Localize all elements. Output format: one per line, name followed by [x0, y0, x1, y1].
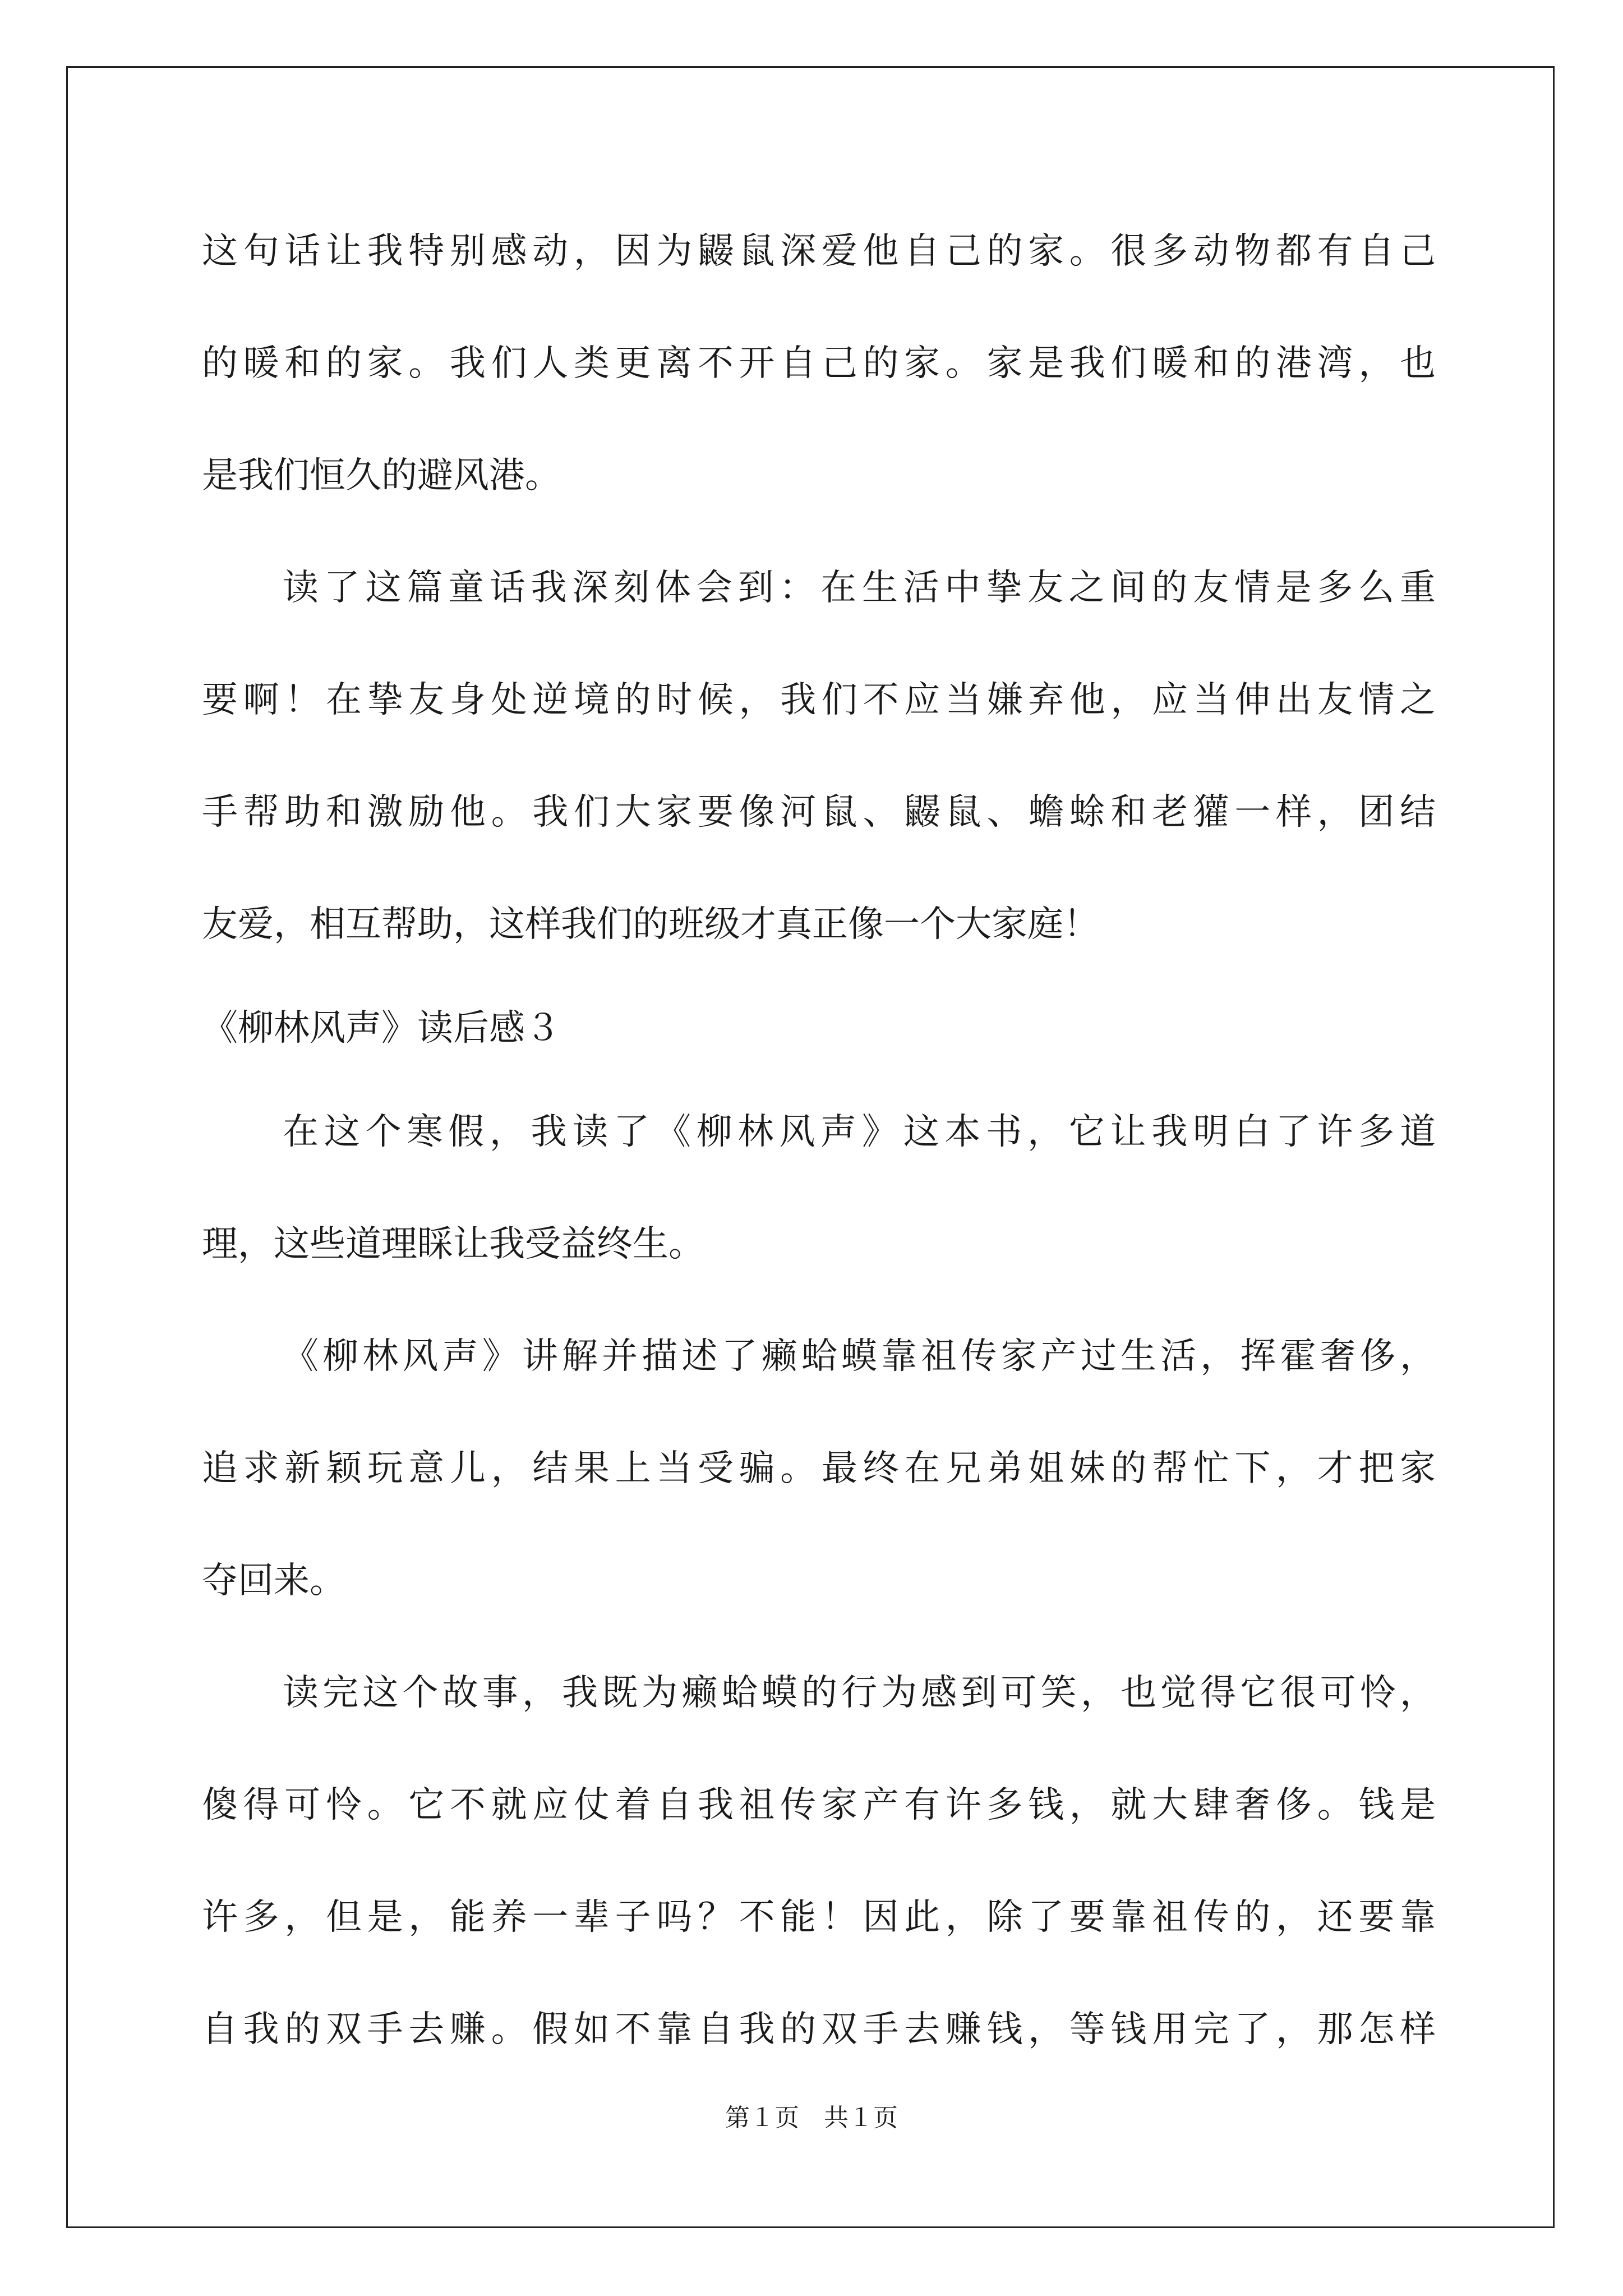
- paragraph-line: 傻得可怜。它不就应仗着自我祖传家产有许多钱，就大肆奢侈。钱是: [202, 1784, 1436, 1826]
- paragraph-line: 自我的双手去赚。假如不靠自我的双手去赚钱，等钱用完了，那怎样: [202, 2009, 1436, 2050]
- paragraph-line: 在这个寒假，我读了《柳林风声》这本书，它让我明白了许多道: [283, 1111, 1436, 1153]
- paragraph-line: 许多，但是，能养一辈子吗？不能！因此，除了要靠祖传的，还要靠: [202, 1897, 1436, 1938]
- paragraph-line: 追求新颖玩意儿，结果上当受骗。最终在兄弟姐妹的帮忙下，才把家: [202, 1448, 1436, 1489]
- paragraph-line: 手帮助和激励他。我们大家要像河鼠、鼹鼠、蟾蜍和老獾一样，团结: [202, 792, 1436, 833]
- paragraph-line: 读了这篇童话我深刻体会到：在生活中挚友之间的友情是多么重: [283, 567, 1436, 609]
- paragraph-line: 《柳林风声》讲解并描述了癞蛤蟆靠祖传家产过生活，挥霍奢侈，: [283, 1336, 1436, 1377]
- paragraph-line: 是我们恒久的避风港。: [202, 455, 561, 496]
- paragraph-line: 这句话让我特别感动，因为鼹鼠深爱他自己的家。很多动物都有自己: [202, 231, 1436, 272]
- paragraph-line: 要啊！在挚友身处逆境的时候，我们不应当嫌弃他，应当伸出友情之: [202, 679, 1436, 721]
- section-heading: 《柳林风声》读后感３: [202, 1007, 561, 1049]
- paragraph-line: 理，这些道理睬让我受益终生。: [202, 1223, 704, 1265]
- paragraph-line: 友爱，相互帮助，这样我们的班级才真正像一个大家庭！: [202, 904, 1099, 945]
- paragraph-line: 读完这个故事，我既为癞蛤蟆的行为感到可笑，也觉得它很可怜，: [283, 1672, 1436, 1714]
- paragraph-line: 的暖和的家。我们人类更离不开自己的家。家是我们暖和的港湾，也: [202, 343, 1436, 384]
- paragraph-line: 夺回来。: [202, 1560, 345, 1602]
- page-footer: 第１页 共１页: [725, 2104, 898, 2132]
